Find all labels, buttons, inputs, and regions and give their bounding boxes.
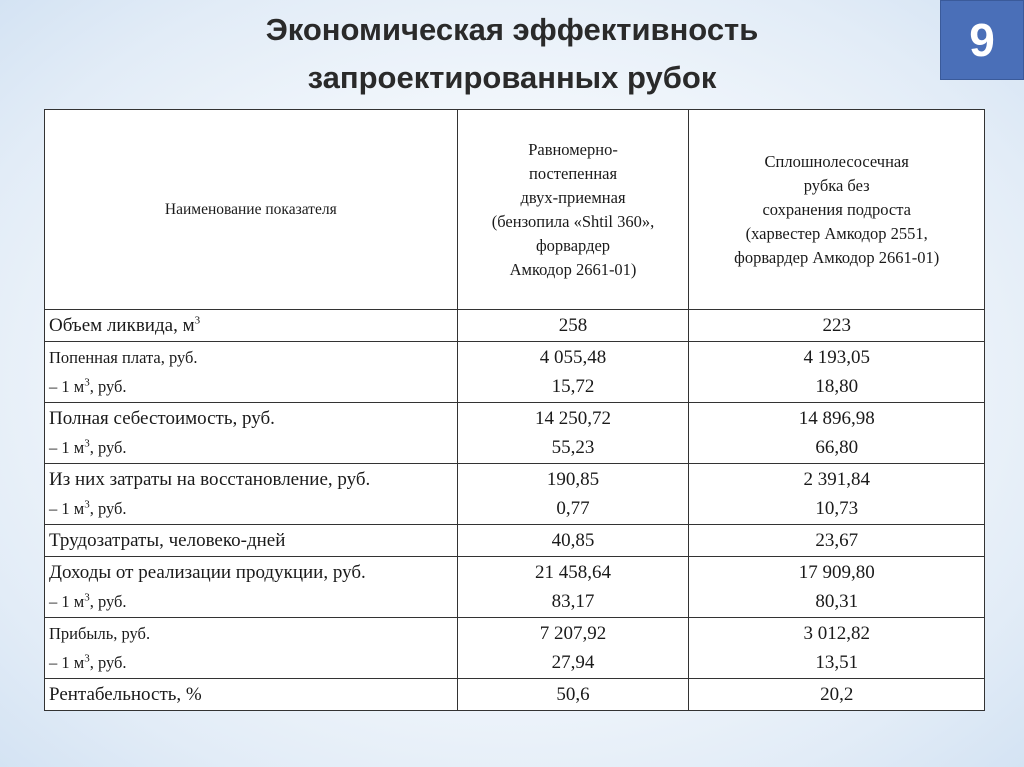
row-label: Объем ликвида, $м^3$: [45, 310, 458, 342]
table-row: [45, 464, 985, 525]
table-row: [45, 557, 985, 618]
row-label: Рентабельность, %: [45, 679, 458, 711]
title-line-1: Экономическая эффективность: [265, 12, 759, 47]
row-label: Прибыль, руб. – 1 $м^3$, руб.: [45, 618, 458, 679]
row-value-method-1: 190,85 0,77: [457, 464, 689, 525]
row-value-method-1: 4 055,48 15,72: [457, 342, 689, 403]
row-value-method-1: 258: [457, 310, 689, 342]
row-value-method-1: 40,85: [457, 525, 689, 557]
row-label: Трудозатраты, человеко-дней: [45, 525, 458, 557]
row-value-method-2: 4 193,05 18,80: [689, 342, 985, 403]
row-value-method-1: 21 458,64 83,17: [457, 557, 689, 618]
row-label: Из них затраты на восстановление, руб. – 1 $м^3$, руб.: [45, 464, 458, 525]
header-method-1-line: постепенная: [528, 163, 618, 183]
slide-number-badge: 9: [940, 0, 1024, 80]
row-value-method-2: 23,67: [689, 525, 985, 557]
header-method-1-line: (бензопила «Shtil 360»,: [491, 211, 655, 231]
row-value-method-2: 223: [689, 310, 985, 342]
row-label: Полная себестоимость, руб. – 1 $м^3$, руб.: [45, 403, 458, 464]
table-row: [45, 342, 985, 403]
row-value-method-2: 3 012,82 13,51: [689, 618, 985, 679]
row-value-method-1: 14 250,72 55,23: [457, 403, 689, 464]
header-method-2-line: (харвестер Амкодор 2551,: [745, 223, 928, 243]
header-method-1-line: форвардер: [535, 235, 611, 255]
row-value-method-1: 50,6: [457, 679, 689, 711]
header-method-2-line: рубка без: [803, 175, 870, 195]
header-method-2-line: форвардер Амкодор 2661-01): [734, 247, 940, 267]
table-header-row: [45, 110, 985, 310]
table-row: [45, 403, 985, 464]
title-line-2: запроектированных рубок: [307, 60, 717, 95]
table-row: [45, 679, 985, 711]
table-row: [45, 525, 985, 557]
row-value-method-2: 2 391,84 10,73: [689, 464, 985, 525]
table-row: [45, 310, 985, 342]
row-value-method-2: 14 896,98 66,80: [689, 403, 985, 464]
header-indicator-name: Наименование показателя: [45, 110, 458, 310]
row-label: Попенная плата, руб. – 1 $м^3$, руб.: [45, 342, 458, 403]
slide-title: [0, 6, 1024, 102]
header-method-1: [457, 110, 689, 310]
header-method-1-line: Равномерно-: [528, 139, 618, 159]
efficiency-table: [44, 109, 985, 711]
table-row: [45, 618, 985, 679]
header-method-1-line: двух-приемная: [520, 187, 626, 207]
header-method-2: [689, 110, 985, 310]
header-method-2-line: сохранения подроста: [762, 199, 911, 219]
row-value-method-1: 7 207,92 27,94: [457, 618, 689, 679]
header-method-1-line: Амкодор 2661-01): [509, 259, 637, 279]
row-label: Доходы от реализации продукции, руб. – 1 $м^3$, руб.: [45, 557, 458, 618]
row-value-method-2: 17 909,80 80,31: [689, 557, 985, 618]
header-method-2-line: Сплошнолесосечная: [764, 151, 909, 171]
row-value-method-2: 20,2: [689, 679, 985, 711]
